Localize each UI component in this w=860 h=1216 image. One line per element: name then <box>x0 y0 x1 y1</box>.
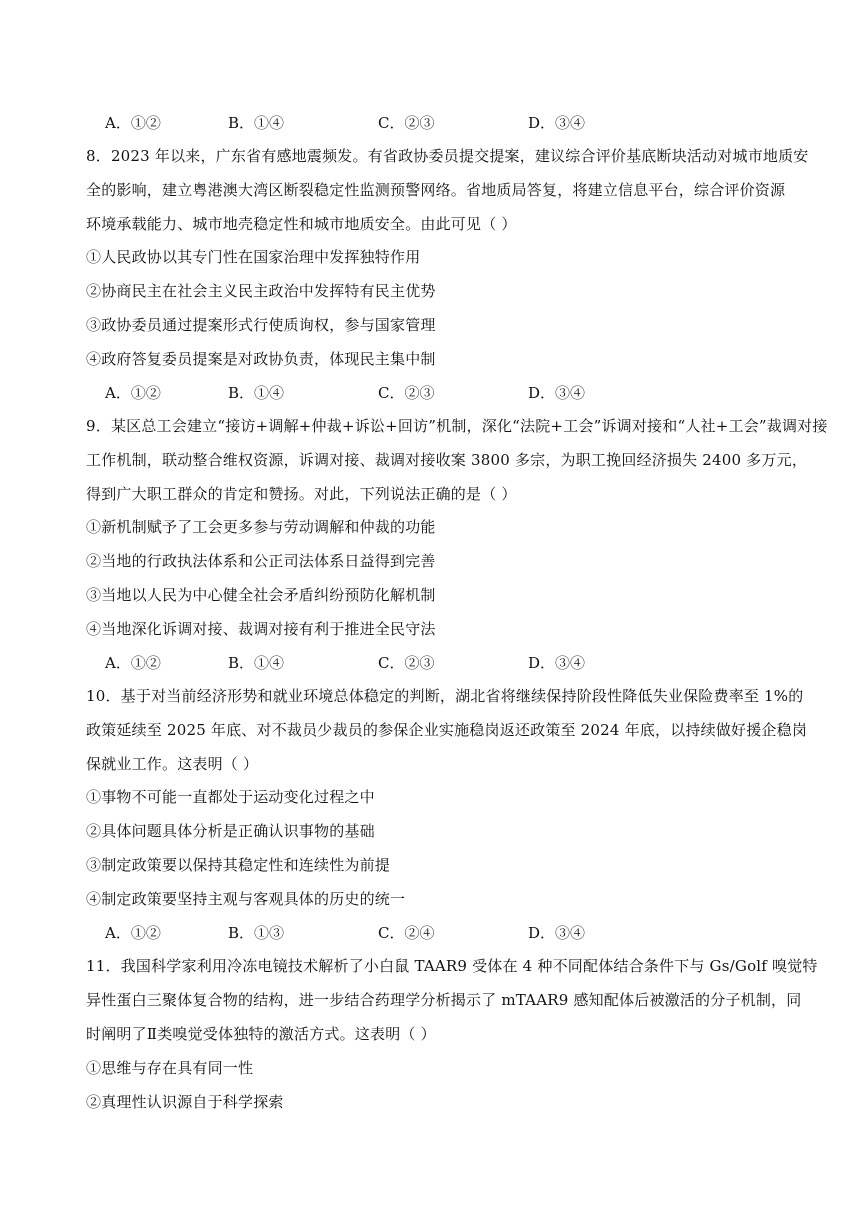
q9-stem-line-1: 9．某区总工会建立“接访+调解+仲裁+诉讼+回访”机制，深化“法院+工会”诉调对接和“人社+工会”裁调对接 <box>86 417 828 435</box>
q10-option-b: B．①③ <box>228 924 285 942</box>
q7-options <box>105 113 785 133</box>
q8-statement-2: ②协商民主在社会主义民主政治中发挥特有民主优势 <box>86 282 436 300</box>
q10-statement-4: ④制定政策要坚持主观与客观具体的历史的统一 <box>86 890 406 908</box>
q9-option-c: C．②③ <box>378 654 435 672</box>
q9-option-b: B．①④ <box>228 654 285 672</box>
q8-option-b: B．①④ <box>228 384 285 402</box>
q7-option-d: D．③④ <box>528 114 586 132</box>
q11-stem-line-1: 11．我国科学家利用冷冻电镜技术解析了小白鼠 TAAR9 受体在 4 种不同配体结合条件下与 Gs/Golf 嗅觉特 <box>86 957 818 975</box>
q10-option-a: A．①② <box>105 924 161 942</box>
q9-statement-3: ③当地以人民为中心健全社会矛盾纠纷预防化解机制 <box>86 586 436 604</box>
q9-statement-2: ②当地的行政执法体系和公正司法体系日益得到完善 <box>86 552 436 570</box>
q8-stem-line-1: 8．2023 年以来，广东省有感地震频发。有省政协委员提交提案，建议综合评价基底断块活动对城市地质安 <box>86 147 809 165</box>
q10-statement-1: ①事物不可能一直都处于运动变化过程之中 <box>86 788 375 806</box>
q8-statement-3: ③政协委员通过提案形式行使质询权，参与国家管理 <box>86 316 436 334</box>
q10-statement-2: ②具体问题具体分析是正确认识事物的基础 <box>86 822 375 840</box>
q9-stem-line-2: 工作机制，联动整合维权资源，诉调对接、裁调对接收案 3800 多宗，为职工挽回经济损失 2400 多万元， <box>86 451 808 469</box>
q11-stem-line-3: 时阐明了Ⅱ类嗅觉受体独特的激活方式。这表明（ ） <box>86 1025 436 1043</box>
q11-statement-2: ②真理性认识源自于科学探索 <box>86 1093 284 1111</box>
q8-statement-1: ①人民政协以其专门性在国家治理中发挥独特作用 <box>86 248 421 266</box>
q8-options <box>105 383 785 403</box>
q10-statement-3: ③制定政策要以保持其稳定性和连续性为前提 <box>86 856 391 874</box>
q7-option-a: A．①② <box>105 114 161 132</box>
q8-stem-line-2: 全的影响，建立粤港澳大湾区断裂稳定性监测预警网络。省地质局答复，将建立信息平台，综合评价资源 <box>86 181 786 199</box>
q10-stem-line-1: 10．基于对当前经济形势和就业环境总体稳定的判断，湖北省将继续保持阶段性降低失业保险费率至 1%的 <box>86 687 804 705</box>
q9-stem-line-3: 得到广大职工群众的肯定和赞扬。对此，下列说法正确的是（ ） <box>86 485 517 503</box>
q10-option-d: D．③④ <box>528 924 586 942</box>
q9-statement-1: ①新机制赋予了工会更多参与劳动调解和仲裁的功能 <box>86 518 436 536</box>
q8-stem-line-3: 环境承载能力、城市地壳稳定性和城市地质安全。由此可见（ ） <box>86 215 517 233</box>
q7-option-c: C．②③ <box>378 114 435 132</box>
q9-statement-4: ④当地深化诉调对接、裁调对接有利于推进全民守法 <box>86 620 436 638</box>
q10-stem-line-2: 政策延续至 2025 年底、对不裁员少裁员的参保企业实施稳岗返还政策至 2024 年底，以持续做好援企稳岗 <box>86 721 808 739</box>
q9-option-d: D．③④ <box>528 654 586 672</box>
q9-options <box>105 653 785 673</box>
q11-stem-line-2: 异性蛋白三聚体复合物的结构，进一步结合药理学分析揭示了 mTAAR9 感知配体后被激活的分子机制，同 <box>86 991 802 1009</box>
q10-options <box>105 923 785 943</box>
q9-option-a: A．①② <box>105 654 161 672</box>
q10-stem-line-3: 保就业工作。这表明（ ） <box>86 755 259 773</box>
q11-statement-1: ①思维与存在具有同一性 <box>86 1059 254 1077</box>
q8-option-a: A．①② <box>105 384 161 402</box>
q10-option-c: C．②④ <box>378 924 435 942</box>
q8-statement-4: ④政府答复委员提案是对政协负责，体现民主集中制 <box>86 350 436 368</box>
q8-option-c: C．②③ <box>378 384 435 402</box>
q7-option-b: B．①④ <box>228 114 285 132</box>
q8-option-d: D．③④ <box>528 384 586 402</box>
